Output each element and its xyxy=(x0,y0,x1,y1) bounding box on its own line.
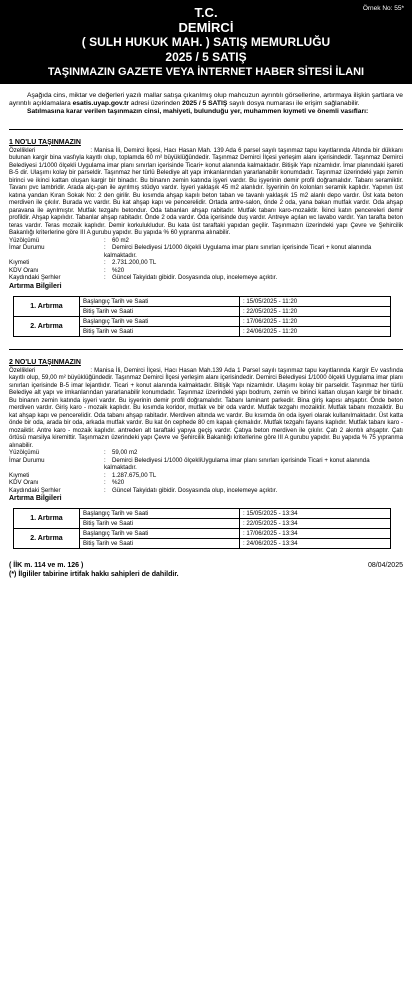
intro-text-b: adresi üzerinden xyxy=(128,100,183,108)
property-1 xyxy=(9,138,403,337)
zoning-row xyxy=(9,457,403,472)
colon: : xyxy=(104,471,106,479)
law-reference: ( İİK m. 114 ve m. 126 ) xyxy=(9,562,84,570)
value-row xyxy=(9,472,403,480)
restrictions-label: Kaydındaki Şerhler xyxy=(9,274,61,282)
intro-paragraph xyxy=(9,92,403,108)
intro-text-c: sayılı dosya numarası ile erişim sağlanabilir. xyxy=(227,100,360,108)
end-value: : 22/05/2025 - 11:20 xyxy=(240,306,391,316)
area-row xyxy=(9,449,403,457)
announcement-header xyxy=(0,0,412,84)
zoning-value: Demirci Belediyesi 1/1000 ölçekli Uygulama imar planı sınırları içerisinde Ticari + konut alanında kalmaktadır. xyxy=(104,244,372,259)
restrictions-row xyxy=(9,487,403,495)
start-value: : 17/06/2025 - 13:34 xyxy=(240,529,391,539)
restrictions-value: Güncel Takyidatı gibidir. Dosyasında olup, incelemeye açıktır. xyxy=(112,274,278,282)
end-label: Bitiş Tarih ve Saati xyxy=(80,519,240,529)
auction-table xyxy=(13,508,391,549)
auction-label: 1. Artırma xyxy=(14,509,80,529)
value-label: Kıymeti xyxy=(9,259,30,267)
intro-section xyxy=(9,92,403,117)
end-value: : 22/05/2025 - 13:34 xyxy=(240,519,391,529)
auction-label: 1. Artırma xyxy=(14,296,80,316)
end-value: : 24/06/2025 - 11:20 xyxy=(240,326,391,336)
header-announcement-type: TAŞINMAZIN GAZETE VEYA İNTERNET HABER SİTESİ İLANI xyxy=(47,66,365,78)
features-label: Özellikleri xyxy=(9,366,36,374)
colon: : xyxy=(104,244,106,252)
intro-file-number: 2025 / 5 SATIŞ xyxy=(182,100,228,108)
area-row xyxy=(9,237,403,245)
announcement-date: 08/04/2025 xyxy=(367,562,403,570)
table-row xyxy=(14,316,391,326)
vat-label: KDV Oranı xyxy=(9,479,39,487)
footer-law-line xyxy=(9,561,403,570)
value-row xyxy=(9,259,403,267)
features-text: : Manisa İli, Demirci İlçesi, Hacı Hasan Mah. 139 Ada 6 parsel sayılı taşınmaz tapu kayıtlarında Altında bir dükkanı bulunan kargir bina vasfıyla kayıtlı olup, toplamda 60 m² büyüklüğündedir. Taşınmaz Demirci İlçesi yerleşim alanı içerisindedir. Taşınmaz Demirci Belediyesi 1/1000 ölçekli Uygulama imar planı sınırları içerisinde Ticari+ konut alanında kalmaktadır. Bitişik Yapı nizamlıdır. İmar planındaki işareti B-5 dir. Ulaşımı kolay bir parseldir. Taşınmaz her türlü Belediye alt yapı imkanlarından yararlanabilir konumdadır. Taşınmaz üzerindeki yapı zemin birinci ve ikinci kattan oluşan kargir bir binadır. Bu binanın zemin katında işyeri vardır. Bu işyerinin demir profil doğramalıdır. Tabanı seramiktir. Tavanı pvc lambridir. Arada alçı-pan ile ayrılmış stüdyo vardır. İşyeri yaklaşık 45 m2 alanlıdır. İşyerinin ön kolonları seramik kaplıdır. Yapının üst katına yandan Kıran Sokak No: 2 den girilir. Bu kısımda ahşap kapılı beton taban ve tavanlı yaklaşık 15 m2 alanlı depo vardır. Üst kata beton merdiven ile çıkılır. Burada wc vardır. Bu kat ahşap kapı ve pencerelidir. Ortada antre-salon, önde 2 oda, yana bakan mutfak vardır. Oda ahşap paravana ile ayrılmıştır. Mutfak tezgahı betondur. Oda tabanları ahşap rabitadır. Mutfak tabanı karo-mozaiktir. İkinci katın pencereleri demir profildir. Ahşap kapılıdır. Tabanlar ahşap rabitadır. Önde 2 oda vardır. Oda içerisinde duş vardır. Antreye açılan wc lavabo vardır. Yan tarafta beton teras vardır. Teras mozaik kaplıdır. Demir korkulukludur. Bu kata üst taraftaki yapıdan geçilir. Taşınmazın üzerindeki yapı Çevre ve Şehircilik Bakanlığı kriterlerine göre III A gurubu yapıdır. Bu yapıda % 60 yıpranma alınabilir. xyxy=(9,146,403,237)
features-text: : Manisa İli, Demirci İlçesi, Hacı Hasan Mah.139 Ada 1 Parsel sayılı taşınmaz tapu kayıtlarında Kargir Ev vasfında kayıtlı olup, 59,00 m² büyüklüğündedir. Taşınmaz Demirci İlçesi yerleşim alanı içerisindedir. Demirci Belediyesi 1/1000 ölçekli Uygulama imar planı sınırları içerisinde B-5 imar lejantlıdır. Ticari + konut alanında kalmaktadır. Bitişik Yapı nizamlıdır. Ulaşımı kolay bir parseldir. Taşınmaz her türlü Belediye alt yapı ve imkanlarından yararlanabilir konumdadır. Taşınmaz üzerindeki yapı bodrum, zemin ve birinci kattan oluşan kargir bir binadır. Bu binanın zemin katında işyeri vardır. Bu işyerinin demir profil doğramalıdır. Tabanı laminant parkedir. Bina giriş kapısı ahşaptır. Önde beton merdiven vardır. Giriş karo - mozaik kaplıdır. Bu kısımda koridor, mutfak ve bir oda vardır. Mutfak tezgahı mozaiktir. Mutfak tabanı mozaiktir. Bu kat ahşap kapı ve pencerelidir. Oda tabanı ahşap rabitadır. Merdiven altında wc vardır. Bu kısımda ön oda işyeri olarak kullanılmaktadır. Üst katta önde bir oda, arada bir oda, arkada mutfak vardır. Bu kat ön cephede 80 cm kapalı çıkmalıdır. Mutfak tezgahı fayans kaplıdır. Mutfak tabanı karo - mozaiktir. Antre karo - mozaik kaplıdır. antreden alt taraftaki yapıya geçiş vardır. Çatıya beton merdiven ile çıkılır. Çatı 2 akıntılı ahşaptır. Çatı örtüsü marsilya kiremittir. Taşınmazın üzerindeki yapı Çevre ve Şehircilik Bakanlığı kriterlerine göre III A gurubu yapıdır. Bu yapıda % 75 yıpranma alınabilir. xyxy=(9,366,403,449)
start-label: Başlangıç Tarih ve Saati xyxy=(80,529,240,539)
table-row xyxy=(14,296,391,306)
announcement-footer xyxy=(9,561,403,579)
auction-label: 2. Artırma xyxy=(14,529,80,549)
colon: : xyxy=(104,266,106,274)
auction-info-title: Artırma Bilgileri xyxy=(9,282,62,290)
header-tc: T.C. xyxy=(194,5,218,20)
intro-subheading: Satılmasına karar verilen taşınmazın cinsi, mahiyeti, bulunduğu yer, muhammen kıymeti ve önemli vasıfları: xyxy=(27,108,369,116)
auction-label: 2. Artırma xyxy=(14,316,80,336)
vat-label: KDV Oranı xyxy=(9,266,39,274)
property-title: 2 NO'LU TAŞINMAZIN xyxy=(9,358,81,366)
auction-info-title: Artırma Bilgileri xyxy=(9,495,62,503)
end-label: Bitiş Tarih ve Saati xyxy=(80,326,240,336)
vat-value: %20 xyxy=(112,479,125,487)
vat-value: %20 xyxy=(112,266,125,274)
area-value: 60 m2 xyxy=(112,236,129,244)
example-number: Örnek No: 55* xyxy=(362,5,404,12)
zoning-value: Demirci Belediyesi 1/1000 ölçekliUygulama imar planı sınırları içerisinde Ticari + konut alanında kalmaktadır. xyxy=(104,456,370,472)
value-amount: 2.731.200,00 TL xyxy=(112,259,157,267)
header-district: DEMİRCİ xyxy=(178,20,234,35)
footer-note: (*) İlgililer tabirine irtifak hakkı sahipleri de dahildir. xyxy=(9,571,179,579)
auction-table xyxy=(13,296,391,337)
area-label: Yüzölçümü xyxy=(9,449,40,457)
area-label: Yüzölçümü xyxy=(9,236,40,244)
colon: : xyxy=(104,449,106,457)
start-value: : 15/05/2025 - 11:20 xyxy=(240,296,391,306)
property-title: 1 NO'LU TAŞINMAZIN xyxy=(9,138,81,146)
start-value: : 17/06/2025 - 11:20 xyxy=(240,316,391,326)
value-label: Kıymeti xyxy=(9,471,30,479)
esatis-link[interactable]: esatis.uyap.gov.tr xyxy=(72,100,129,108)
end-label: Bitiş Tarih ve Saati xyxy=(80,306,240,316)
colon: : xyxy=(104,456,106,464)
vat-row xyxy=(9,267,403,275)
start-label: Başlangıç Tarih ve Saati xyxy=(80,316,240,326)
colon: : xyxy=(104,486,106,494)
restrictions-row xyxy=(9,274,403,282)
zoning-row xyxy=(9,244,403,259)
zoning-label: İmar Durumu xyxy=(9,456,45,464)
table-row xyxy=(14,529,391,539)
end-value: : 24/06/2025 - 13:34 xyxy=(240,539,391,549)
header-file-number: 2025 / 5 SATIŞ xyxy=(165,50,247,64)
intro-text-a: Aşağıda cins, miktar ve değerleri yazılı mallar satışa çıkarılmış olup mahcuzun ayrıntılı görsellerine, artırmaya ilişkin şartlara ve ayrıntılı açıklamalara xyxy=(9,92,403,108)
colon: : xyxy=(104,236,106,244)
property-features xyxy=(9,147,403,237)
start-label: Başlangıç Tarih ve Saati xyxy=(80,509,240,519)
area-value: 59,00 m2 xyxy=(112,449,138,457)
section-divider xyxy=(9,349,403,350)
end-label: Bitiş Tarih ve Saati xyxy=(80,539,240,549)
property-2 xyxy=(9,358,403,550)
colon: : xyxy=(104,479,106,487)
property-features xyxy=(9,367,403,450)
zoning-label: İmar Durumu xyxy=(9,244,45,252)
colon: : xyxy=(104,259,106,267)
colon: : xyxy=(104,274,106,282)
restrictions-value: Güncel Takyidatı gibidir. Dosyasında olup, incelemeye açıktır. xyxy=(112,486,278,494)
restrictions-label: Kaydındaki Şerhler xyxy=(9,486,61,494)
vat-row xyxy=(9,479,403,487)
section-divider xyxy=(9,129,403,130)
start-value: : 15/05/2025 - 13:34 xyxy=(240,509,391,519)
table-row xyxy=(14,509,391,519)
header-office: ( SULH HUKUK MAH. ) SATIŞ MEMURLUĞU xyxy=(81,35,331,49)
value-amount: 1.287.675,00 TL xyxy=(112,471,157,479)
features-label: Özellikleri xyxy=(9,146,36,154)
start-label: Başlangıç Tarih ve Saati xyxy=(80,296,240,306)
